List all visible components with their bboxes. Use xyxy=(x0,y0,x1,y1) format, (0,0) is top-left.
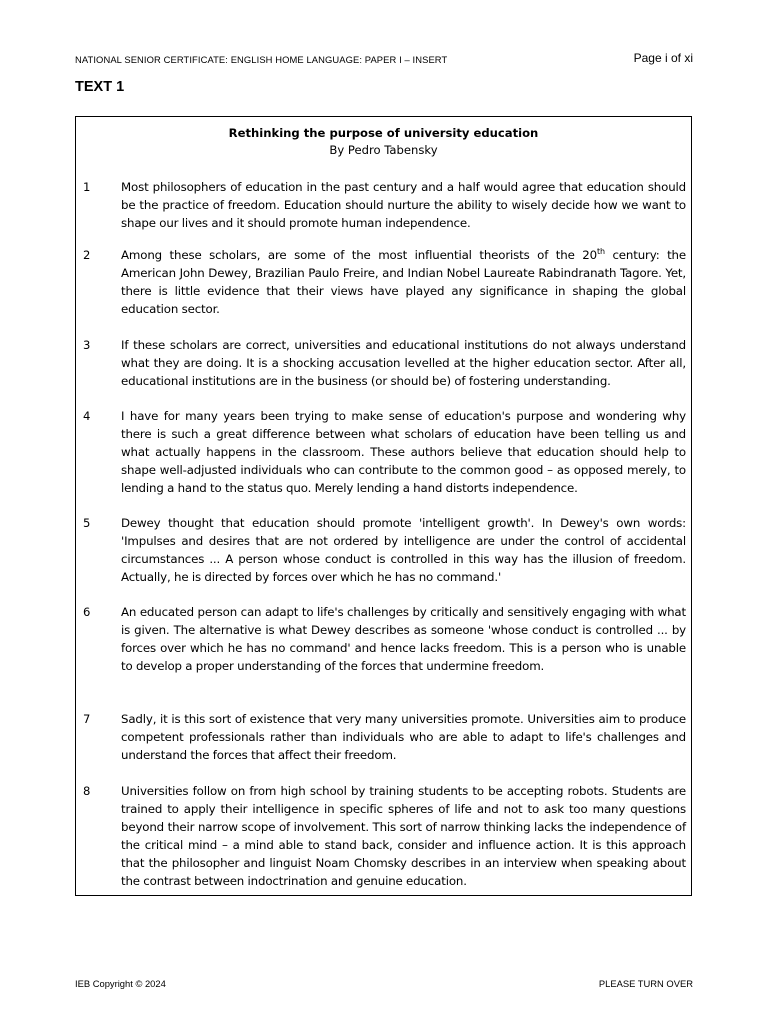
paragraph-text: Most philosophers of education in the past century and a half would agree that education should be the practice of freedom. Education should nurture the ability to wisely decide how we want to shape our lives and it should promote human independence. xyxy=(121,180,686,230)
paragraph-text: Universities follow on from high school by training students to be accepting robots. Students are trained to apply their intelligence in specific spheres of life and not to ask too many questions beyond their narrow scope of involvement. This sort of narrow thinking lacks the independence of the critical mind – a mind able to stand back, consider and influence action. It is this approach that the philosopher and linguist Noam Chomsky describes in an interview when speaking about the contrast between indoctrination and genuine education. xyxy=(121,784,686,888)
paragraph-text: Among these scholars, are some of the most influential theorists of the 20th century: the American John Dewey, Brazilian Paulo Freire, and Indian Nobel Laureate Rabindranath Tagore. Yet, there is little evidence that their views have played any significance in shaping the global education sector. xyxy=(121,247,686,316)
paragraph-number: 5 xyxy=(83,516,91,530)
paragraph-number: 3 xyxy=(83,338,91,352)
paragraph-text: Dewey thought that education should promote 'intelligent growth'. In Dewey's own words: 'Impulses and desires that are not ordered by intelligence are under the control of accidental circumstances ... A person whose conduct is controlled in this way has the illusion of freedom. Actually, he is directed by forces over which he has no command.' xyxy=(121,516,686,584)
paragraph-text: If these scholars are correct, universities and educational institutions do not always understand what they are doing. It is a shocking accusation levelled at the higher education sector. After all, educational institutions are in the business (or should be) of fostering understanding. xyxy=(121,338,686,388)
paragraph-number: 7 xyxy=(83,712,91,726)
footer-copyright: IEB Copyright © 2024 xyxy=(75,978,166,989)
paragraph-number: 8 xyxy=(83,784,91,798)
header-left: NATIONAL SENIOR CERTIFICATE: ENGLISH HOME LANGUAGE: PAPER I – INSERT xyxy=(75,54,448,65)
article-title: Rethinking the purpose of university education xyxy=(228,126,539,140)
paragraph-number: 2 xyxy=(83,248,91,262)
paragraph-number: 1 xyxy=(83,180,91,194)
footer-turn-over: PLEASE TURN OVER xyxy=(598,978,693,989)
paragraph-number: 4 xyxy=(83,409,91,423)
page-number: Page i of xi xyxy=(633,51,693,65)
superscript: th xyxy=(596,247,605,257)
paragraph-text: I have for many years been trying to make sense of education's purpose and wondering why there is such a great difference between what scholars of education have been telling us and what actually happens in the classroom. These authors believe that education should help to shape well-adjusted individuals who can contribute to the common good – as opposed merely, to lending a hand to the status quo. Merely lending a hand distorts independence. xyxy=(121,409,686,495)
paragraph-number: 6 xyxy=(83,605,91,619)
paragraph-text: An educated person can adapt to life's challenges by critically and sensitively engaging with what is given. The alternative is what Dewey describes as someone 'whose conduct is controlled ... by forces over which he has no command' and hence lacks freedom. This is a person who is unable to develop a proper understanding of the forces that undermine freedom. xyxy=(121,605,686,673)
paragraph-text: Sadly, it is this sort of existence that very many universities promote. Universities aim to produce competent professionals rather than individuals who are able to adapt to life's challenges and understand the forces that affect their freedom. xyxy=(121,712,686,762)
section-title: TEXT 1 xyxy=(75,79,125,95)
article-byline: By Pedro Tabensky xyxy=(329,143,438,157)
text-box xyxy=(75,116,692,896)
